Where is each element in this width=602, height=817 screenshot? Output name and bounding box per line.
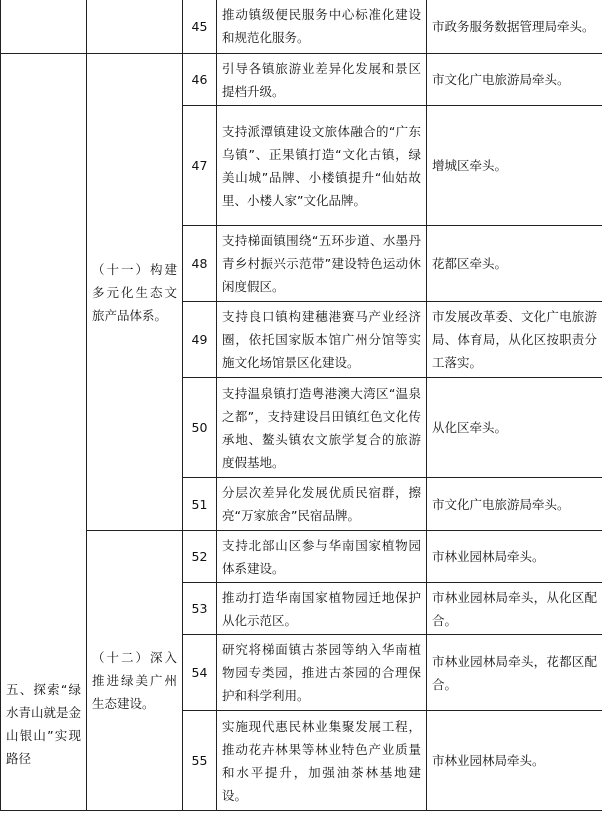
table-row [1,531,602,583]
lead-cell: 市林业园林局牵头，从化区配合。 [427,583,602,635]
section-title: 五、探索“绿水青山就是金山银山”实现路径 [6,682,82,766]
lead-cell: 从化区牵头。 [427,378,602,478]
task-cell: 研究将梯面镇古茶园等纳入华南植物园专类园，推进古茶园的合理保护和科学利用。 [217,635,427,711]
subsection-title-12: （十二）深入推进绿美广州生态建设。 [92,650,177,711]
lead-cell: 增城区牵头。 [427,106,602,226]
subsection-cell-11 [87,54,183,531]
task-cell: 支持温泉镇打造粤港澳大湾区“温泉之都”，支持建设吕田镇红色文化传承地、鳌头镇农文旅学复合的旅游度假基地。 [217,378,427,478]
table-row [1,0,602,54]
lead-cell: 花都区牵头。 [427,226,602,302]
lead-cell: 市政务服务数据管理局牵头。 [427,0,602,54]
task-cell: 支持梯面镇围绕“五环步道、水墨丹青乡村振兴示范带”建设特色运动休闲度假区。 [217,226,427,302]
row-number: 52 [183,531,217,583]
lead-cell: 市林业园林局牵头。 [427,531,602,583]
row-number: 46 [183,54,217,106]
subsection-cell-12 [87,531,183,811]
subsection-title-11: （十一）构建多元化生态文旅产品体系。 [92,261,177,323]
task-cell: 支持派潭镇建设文旅体融合的“广东乌镇”、正果镇打造“文化古镇，绿美山城”品牌、小楼镇提升“仙姑故里、小楼人家”文化品牌。 [217,106,427,226]
task-cell: 实施现代惠民林业集聚发展工程，推动花卉林果等林业特色产业质量和水平提升，加强油茶林基地建设。 [217,711,427,811]
row-number: 48 [183,226,217,302]
row-number: 51 [183,478,217,531]
table-row [1,54,602,106]
row-number: 55 [183,711,217,811]
lead-cell: 市发展改革委、文化广电旅游局、体育局，从化区按职责分工落实。 [427,302,602,378]
task-cell: 支持北部山区参与华南国家植物园体系建设。 [217,531,427,583]
task-cell: 推动镇级便民服务中心标准化建设和规范化服务。 [217,0,427,54]
task-cell: 引导各镇旅游业差异化发展和景区提档升级。 [217,54,427,106]
task-cell: 推动打造华南国家植物园迁地保护从化示范区。 [217,583,427,635]
row-number: 53 [183,583,217,635]
lead-cell: 市文化广电旅游局牵头。 [427,54,602,106]
row-number: 54 [183,635,217,711]
task-cell: 分层次差异化发展优质民宿群，擦亮“万家旅舍”民宿品牌。 [217,478,427,531]
lead-cell: 市文化广电旅游局牵头。 [427,478,602,531]
row-number: 50 [183,378,217,478]
section-cell [1,54,87,811]
lead-cell: 市林业园林局牵头。 [427,711,602,811]
lead-cell: 市林业园林局牵头，花都区配合。 [427,635,602,711]
section-cell-prev [1,0,87,54]
row-number: 47 [183,106,217,226]
row-number: 45 [183,0,217,54]
task-cell: 支持良口镇构建穗港赛马产业经济圈，依托国家版本馆广州分馆等实施文化场馆景区化建设。 [217,302,427,378]
row-number: 49 [183,302,217,378]
subsection-cell-prev [87,0,183,54]
